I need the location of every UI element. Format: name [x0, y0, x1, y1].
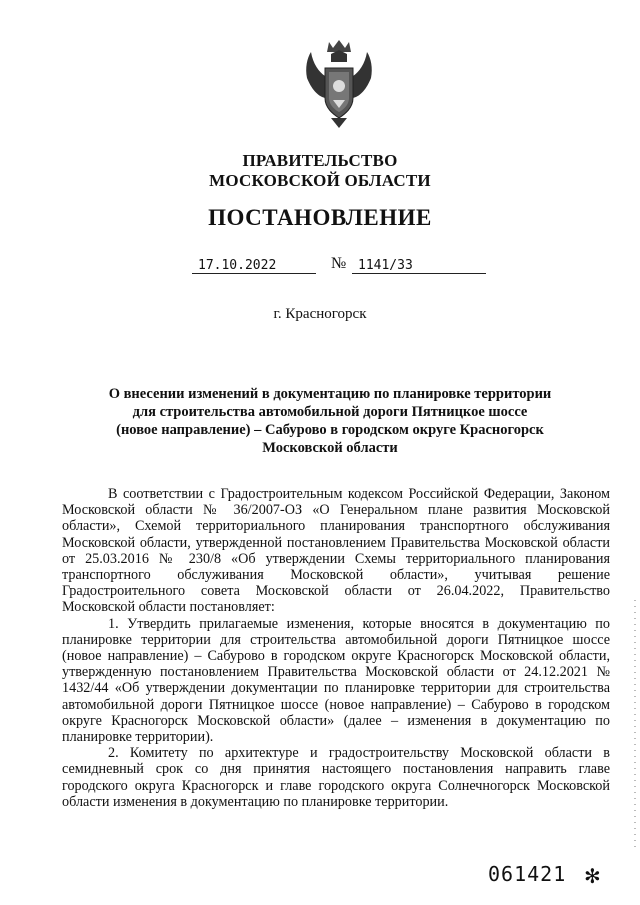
government-name-line1: ПРАВИТЕЛЬСТВО [242, 151, 398, 170]
item-2-paragraph: 2. Комитету по архитектуре и градостроительству Московской области в семидневный срок со дня принятия настоящего постановления направить главе городского округа Красногорск и главе городского округа Солнечногорск Московской области изменения в документацию по планировке территории. [62, 745, 610, 810]
scan-edge-artifact [634, 600, 636, 850]
subject-line: (новое направление) – Сабурово в городском округе Красногорск [116, 422, 544, 438]
preamble-paragraph: В соответствии с Градостроительным кодексом Российской Федерации, Законом Московской области № 36/2007-ОЗ «О Генеральном плане развития Московской области», Схемой территориального планирования транспортного обслуживания Московской области, утвержденной постановлением Правительства Московской области от 25.03.2016 № 230/8 «Об утверждении Схемы территориального планирования транспортного обслуживания Московской области», учитывая решение Градостроительного совета Московской области от 26.04.2022, Правительство Московской области постановляет: [62, 486, 610, 616]
serial-mark-icon: ✻ [584, 866, 601, 888]
coat-of-arms-emblem [303, 38, 375, 130]
document-body [62, 486, 610, 810]
subject-line: Московской области [262, 440, 398, 456]
serial-number-stamp: 061421 [488, 862, 567, 886]
item-1-paragraph: 1. Утвердить прилагаемые изменения, которые вносятся в документацию по планировке территории для строительства автомобильной дороги Пятницкое шоссе (новое направление) – Сабурово в городском округе Красногорск Московской области, утвержденную постановлением Правительства Московской области от 24.12.2021 № 1432/44 «Об утверждении документации по планировке территории для строительства автомобильной дороги Пятницкое шоссе (новое направление) – Сабурово в городском округе Красногорск Московской области» (далее – изменения в документацию по планировке территории). [62, 615, 610, 746]
subject-line: для строительства автомобильной дороги Пятницкое шоссе [132, 404, 528, 420]
document-date: 17.10.2022 [198, 258, 277, 273]
number-underline [352, 273, 486, 274]
number-sign: № [331, 255, 347, 272]
document-number: 1141/33 [358, 258, 413, 273]
document-type-title: ПОСТАНОВЛЕНИЕ [208, 205, 432, 230]
government-name-line2: МОСКОВСКОЙ ОБЛАСТИ [209, 171, 431, 190]
document-subject [90, 385, 570, 457]
city-of-issue: г. Красногорск [273, 306, 367, 322]
date-underline [192, 273, 316, 274]
subject-line: О внесении изменений в документацию по планировке территории [108, 386, 552, 402]
